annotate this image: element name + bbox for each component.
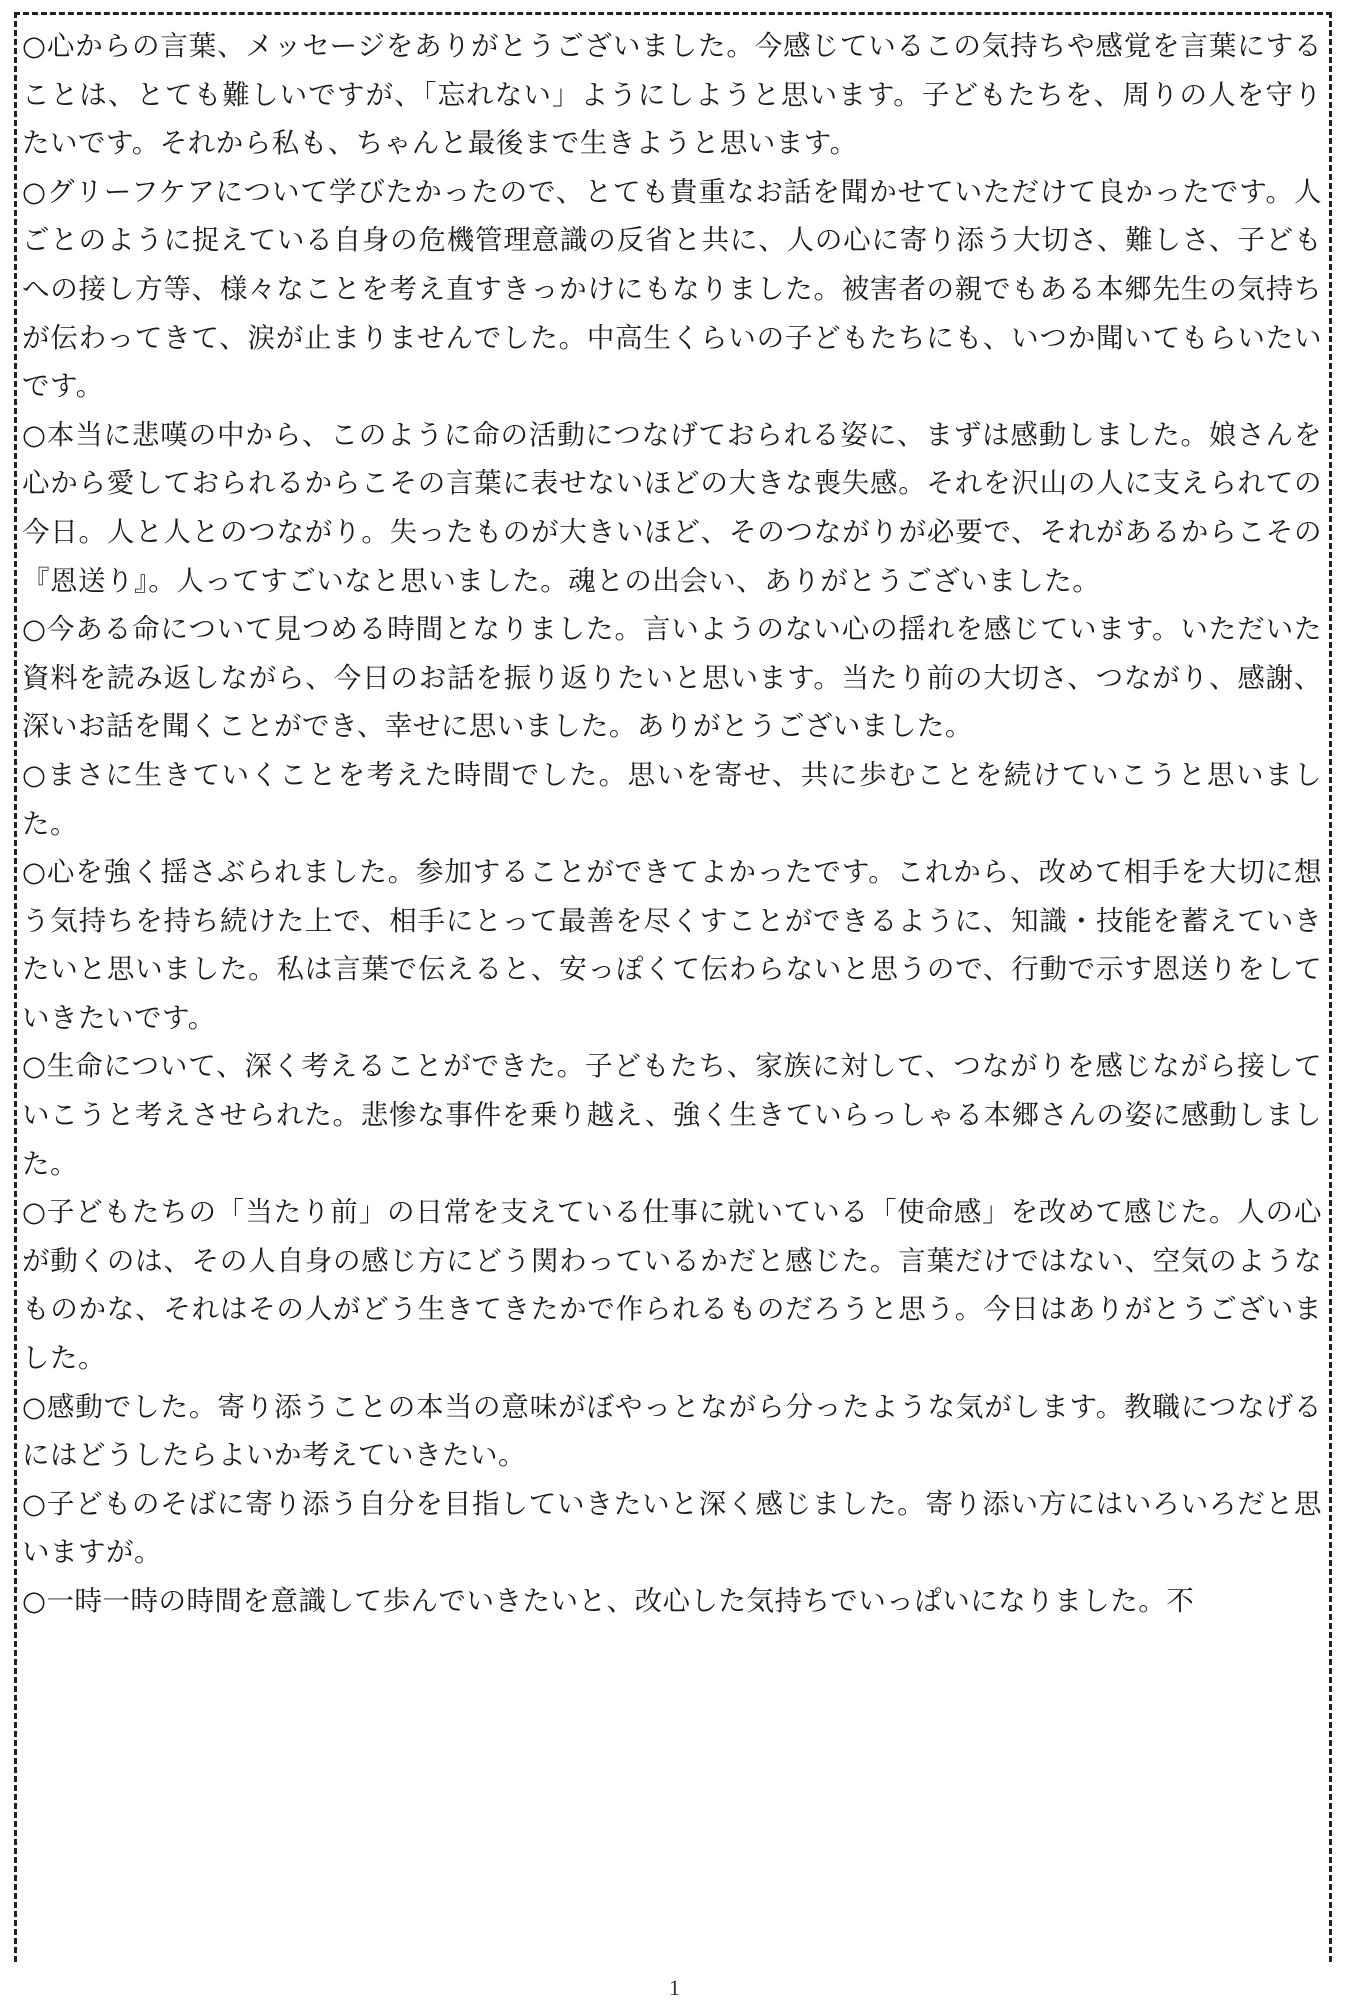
feedback-entry-9: ○感動でした。寄り添うことの本当の意味がぼやっとながら分ったような気がします。教職につなげるにはどうしたらよいか考えていきたい。: [22, 1390, 1322, 1472]
feedback-entry-6: ○心を強く揺さぶられました。参加することができてよかったです。これから、改めて相手を大切に想う気持ちを持ち続けた上で、相手にとって最善を尽くすことができるように、知識・技能を蓄えていきたいと思いました。私は言葉で伝えると、安っぽくて伝わらないと思うので、行動で示す恩送りをしていきたいです。: [22, 856, 1322, 1034]
feedback-text-block: [22, 22, 1322, 1626]
feedback-entry-8: ○子どもたちの「当たり前」の日常を支えている仕事に就いている「使命感」を改めて感じた。人の心が動くのは、その人自身の感じ方にどう関わっているかだと感じた。言葉だけではない、空気のようなものかな、それはその人がどう生きてきたかで作られるものだろうと思う。今日はありがとうございました。: [22, 1196, 1322, 1375]
feedback-entry-3: ○本当に悲嘆の中から、このように命の活動につなげておられる姿に、まずは感動しました。娘さんを心から愛しておられるからこその言葉に表せないほどの大きな喪失感。それを沢山の人に支えられての今日。人と人とのつながり。失ったものが大きいほど、そのつながりが必要で、それがあるからこその『恩送り』。人ってすごいなと思いました。魂との出会い、ありがとうございました。: [22, 418, 1322, 597]
feedback-entry-1: ○心からの言葉、メッセージをありがとうございました。今感じているこの気持ちや感覚を言葉にすることは、とても難しいですが、「忘れない」ようにしようと思います。子どもたちを、周りの人を守りたいです。それから私も、ちゃんと最後まで生きようと思います。: [22, 30, 1322, 160]
page-number: 1: [669, 1975, 680, 2000]
feedback-entry-4: ○今ある命について見つめる時間となりました。言いようのない心の揺れを感じています。いただいた資料を読み返しながら、今日のお話を振り返りたいと思います。当たり前の大切さ、つながり、感謝、深いお話を聞くことができ、幸せに思いました。ありがとうございました。: [22, 613, 1322, 743]
feedback-entry-11: ○一時一時の時間を意識して歩んでいきたいと、改心した気持ちでいっぱいになりました。不: [22, 1585, 1195, 1617]
feedback-entry-7: ○生命について、深く考えることができた。子どもたち、家族に対して、つながりを感じながら接していこうと考えさせられた。悲惨な事件を乗り越え、強く生きていらっしゃる本郷さんの姿に感動しました。: [22, 1050, 1322, 1180]
feedback-entry-10: ○子どものそばに寄り添う自分を目指していきたいと深く感じました。寄り添い方にはいろいろだと思いますが。: [22, 1487, 1322, 1569]
feedback-entry-5: ○まさに生きていくことを考えた時間でした。思いを寄せ、共に歩むことを続けていこうと思いました。: [22, 758, 1322, 840]
feedback-entry-2: ○グリーフケアについて学びたかったので、とても貴重なお話を聞かせていただけて良かったです。人ごとのように捉えている自身の危機管理意識の反省と共に、人の心に寄り添う大切さ、難しさ、子どもへの接し方等、様々なことを考え直すきっかけにもなりました。被害者の親でもある本郷先生の気持ちが伝わってきて、涙が止まりませんでした。中高生くらいの子どもたちにも、いつか聞いてもらいたいです。: [22, 175, 1322, 403]
